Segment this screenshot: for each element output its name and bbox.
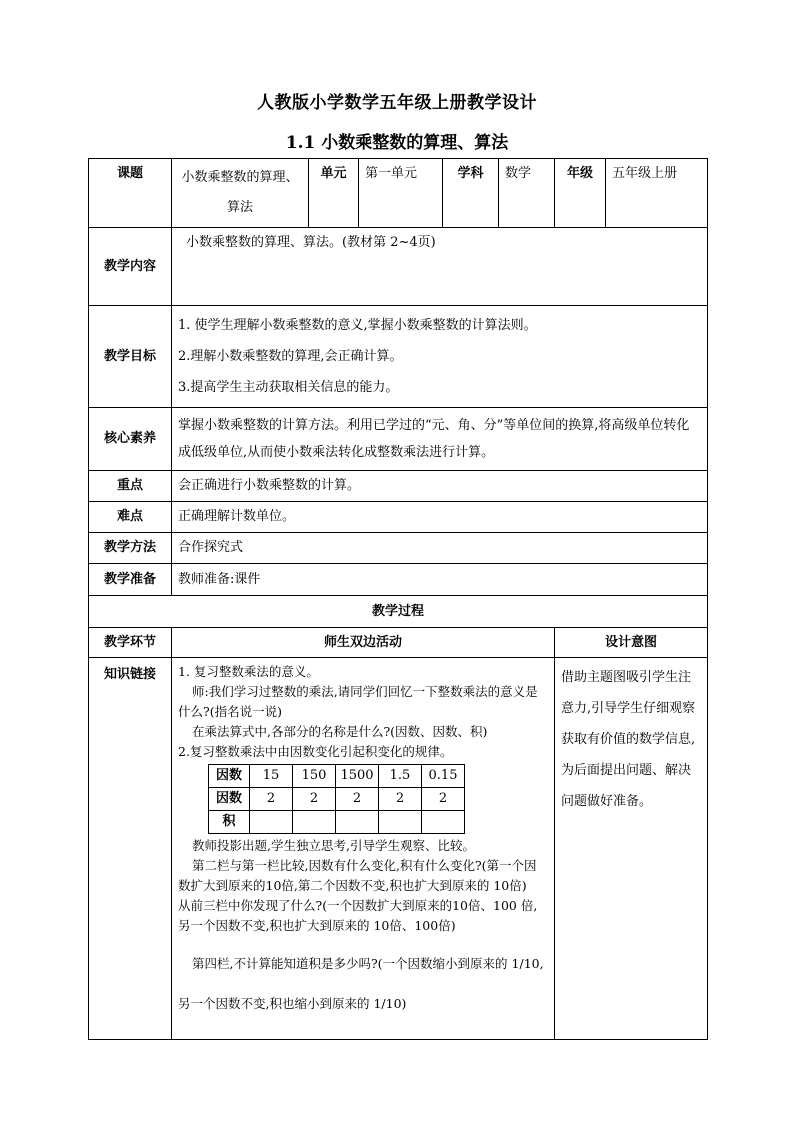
table-cell (422, 811, 465, 834)
table-cell: 2 (422, 788, 465, 811)
prep-text: 教师准备:课件 (172, 564, 708, 596)
subject-value: 数学 (499, 159, 555, 228)
activity-line: 在乘法算式中,各部分的名称是什么?(因数、因数、积) (192, 724, 488, 739)
table-cell: 2 (293, 788, 336, 811)
table-cell: 150 (293, 765, 336, 788)
method-label: 教学方法 (89, 533, 172, 564)
key-point-text: 会正确进行小数乘整数的计算。 (172, 471, 708, 502)
activity-line: 从前三栏中你发现了什么?(一个因数扩大到原来的10倍、100 倍,另一个因数不变,积也扩大到原来的 10倍、100倍) (178, 898, 538, 933)
activity-line: 第二栏与第一栏比较,因数有什么变化,积有什么变化?(第一个因数扩大到原来的10倍,第二个因数不变,积也扩大到原来的 10倍) (178, 858, 537, 893)
goals-label: 教学目标 (89, 306, 172, 408)
literacy-text: 掌握小数乘整数的计算方法。利用已学过的“元、角、分”等单位间的换算,将高级单位转化成低级单位,从而使小数乘法转化成整数乘法进行计算。 (172, 408, 708, 471)
literacy-label: 核心素养 (89, 408, 172, 471)
unit-value: 第一单元 (359, 159, 443, 228)
topic-label: 课题 (89, 159, 172, 228)
table-cell: 0.15 (422, 765, 465, 788)
product-row-label: 积 (209, 811, 250, 834)
activity-cell (172, 658, 555, 1040)
table-cell (336, 811, 379, 834)
factor-row-label: 因数 (209, 765, 250, 788)
activity-line: 第四栏,不计算能知道积是多少吗?(一个因数缩小到原来的 1/10,另一个因数不变,积也缩小到原来的 1/10) (178, 956, 544, 1011)
goal-item: 3.提高学生主动获取相关信息的能力。 (178, 380, 399, 395)
unit-label: 单元 (309, 159, 359, 228)
grade-label: 年级 (555, 159, 606, 228)
table-cell: 1.5 (379, 765, 422, 788)
lesson-plan-table (88, 158, 708, 1040)
process-title: 教学过程 (89, 596, 708, 628)
table-cell: 15 (250, 765, 293, 788)
activity-line: 师:我们学习过整数的乘法,请同学们回忆一下整数乘法的意义是什么?(指名说一说) (178, 684, 538, 719)
intent-col-header: 设计意图 (555, 628, 708, 658)
document-title: 人教版小学数学五年级上册教学设计 (257, 93, 537, 113)
prep-label: 教学准备 (89, 564, 172, 596)
table-cell: 2 (379, 788, 422, 811)
table-cell (293, 811, 336, 834)
intent-text: 借助主题图吸引学生注意力,引导学生仔细观察获取有价值的数学信息,为后面提出问题、解决问题做好准备。 (555, 658, 708, 1040)
factor-product-table (208, 764, 465, 834)
goal-item: 1. 使学生理解小数乘整数的意义,掌握小数乘整数的计算法则。 (178, 318, 537, 333)
content-text: 小数乘整数的算理、算法。(教材第 2~4页) (172, 228, 708, 306)
content-label: 教学内容 (89, 228, 172, 306)
method-text: 合作探究式 (172, 533, 708, 564)
goal-item: 2.理解小数乘整数的算理,会正确计算。 (178, 349, 403, 364)
activity-line: 教师投影出题,学生独立思考,引导学生观察、比较。 (192, 838, 475, 853)
goals-list (172, 306, 708, 408)
table-cell: 1500 (336, 765, 379, 788)
stage-knowledge-link: 知识链接 (89, 658, 172, 1040)
key-point-label: 重点 (89, 471, 172, 502)
difficulty-text: 正确理解计数单位。 (172, 502, 708, 533)
table-cell: 2 (336, 788, 379, 811)
subject-label: 学科 (443, 159, 499, 228)
table-cell: 2 (250, 788, 293, 811)
stage-col-header: 教学环节 (89, 628, 172, 658)
table-cell (250, 811, 293, 834)
activity-col-header: 师生双边活动 (172, 628, 555, 658)
topic-value: 小数乘整数的算理、算法 (172, 159, 309, 228)
grade-value: 五年级上册 (606, 159, 708, 228)
lesson-subtitle: 1.1 小数乘整数的算理、算法 (285, 133, 509, 153)
table-cell (379, 811, 422, 834)
difficulty-label: 难点 (89, 502, 172, 533)
factor-row-label: 因数 (209, 788, 250, 811)
activity-line: 1. 复习整数乘法的意义。 (178, 664, 319, 679)
activity-line: 2.复习整数乘法中由因数变化引起积变化的规律。 (178, 744, 453, 759)
